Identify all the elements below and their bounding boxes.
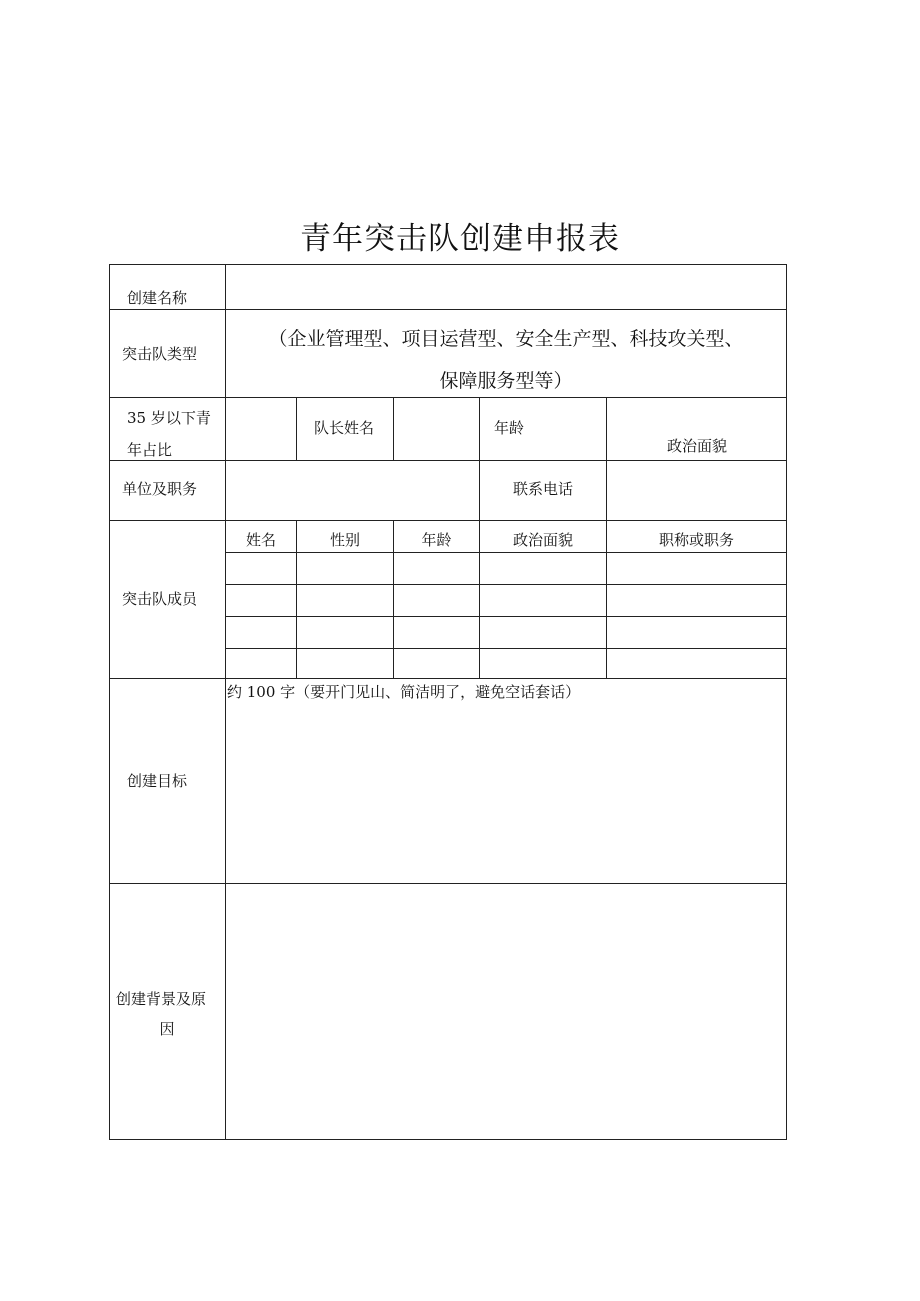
members-label: 突击队成员 [122, 590, 198, 608]
member-header-gender: 性别 [329, 531, 360, 549]
goal-hint: 约 100 字（要开门见山、简洁明了，避免空话套话） [227, 683, 581, 701]
political-status-label: 政治面貌 [666, 437, 727, 455]
rule-row5 [109, 678, 787, 679]
rule-member-1 [225, 552, 787, 553]
leader-name-label: 队长姓名 [313, 419, 374, 437]
background-label-line1: 创建背景及原 [116, 990, 207, 1008]
leader-name-field[interactable] [395, 399, 478, 459]
youth-ratio-label-line2: 年占比 [127, 441, 173, 459]
rule-left [109, 264, 110, 1140]
goal-label: 创建目标 [127, 772, 188, 790]
member-header-title-position: 职称或职务 [658, 531, 734, 549]
create-name-field[interactable] [227, 266, 785, 308]
rule-member-2 [225, 584, 787, 585]
member-row[interactable] [227, 554, 785, 583]
phone-label: 联系电话 [512, 480, 573, 498]
form-title: 青年突击队创建申报表 [300, 221, 620, 257]
member-header-name: 姓名 [245, 531, 276, 549]
team-type-hint-line1: （企业管理型、项目运营型、安全生产型、科技攻关型、 [268, 328, 744, 350]
background-field[interactable] [227, 885, 785, 1138]
rule-row3 [109, 460, 787, 461]
goal-field[interactable] [227, 704, 785, 882]
unit-position-label: 单位及职务 [122, 480, 198, 498]
background-label-line2: 因 [159, 1020, 175, 1038]
team-type-label: 突击队类型 [122, 345, 198, 363]
rule-row4 [109, 520, 787, 521]
rule-member-4 [225, 648, 787, 649]
unit-position-field[interactable] [227, 462, 478, 519]
team-type-hint-line2: 保障服务型等） [439, 370, 573, 392]
phone-field[interactable] [608, 462, 785, 519]
member-row[interactable] [227, 586, 785, 615]
rule-bottom [109, 1139, 787, 1140]
rule-top [109, 264, 787, 265]
member-row[interactable] [227, 650, 785, 677]
member-header-political-status: 政治面貌 [512, 531, 573, 549]
rule-row1 [109, 309, 787, 310]
create-name-label: 创建名称 [127, 289, 188, 307]
rule-row6 [109, 883, 787, 884]
member-row[interactable] [227, 618, 785, 647]
application-form-table [109, 264, 787, 1140]
member-header-age: 年龄 [421, 531, 452, 549]
rule-member-3 [225, 616, 787, 617]
youth-ratio-field[interactable] [227, 399, 295, 459]
age-label: 年龄 [494, 419, 525, 437]
rule-right [786, 264, 787, 1140]
youth-ratio-label-line1: 35 岁以下青 [127, 409, 211, 427]
